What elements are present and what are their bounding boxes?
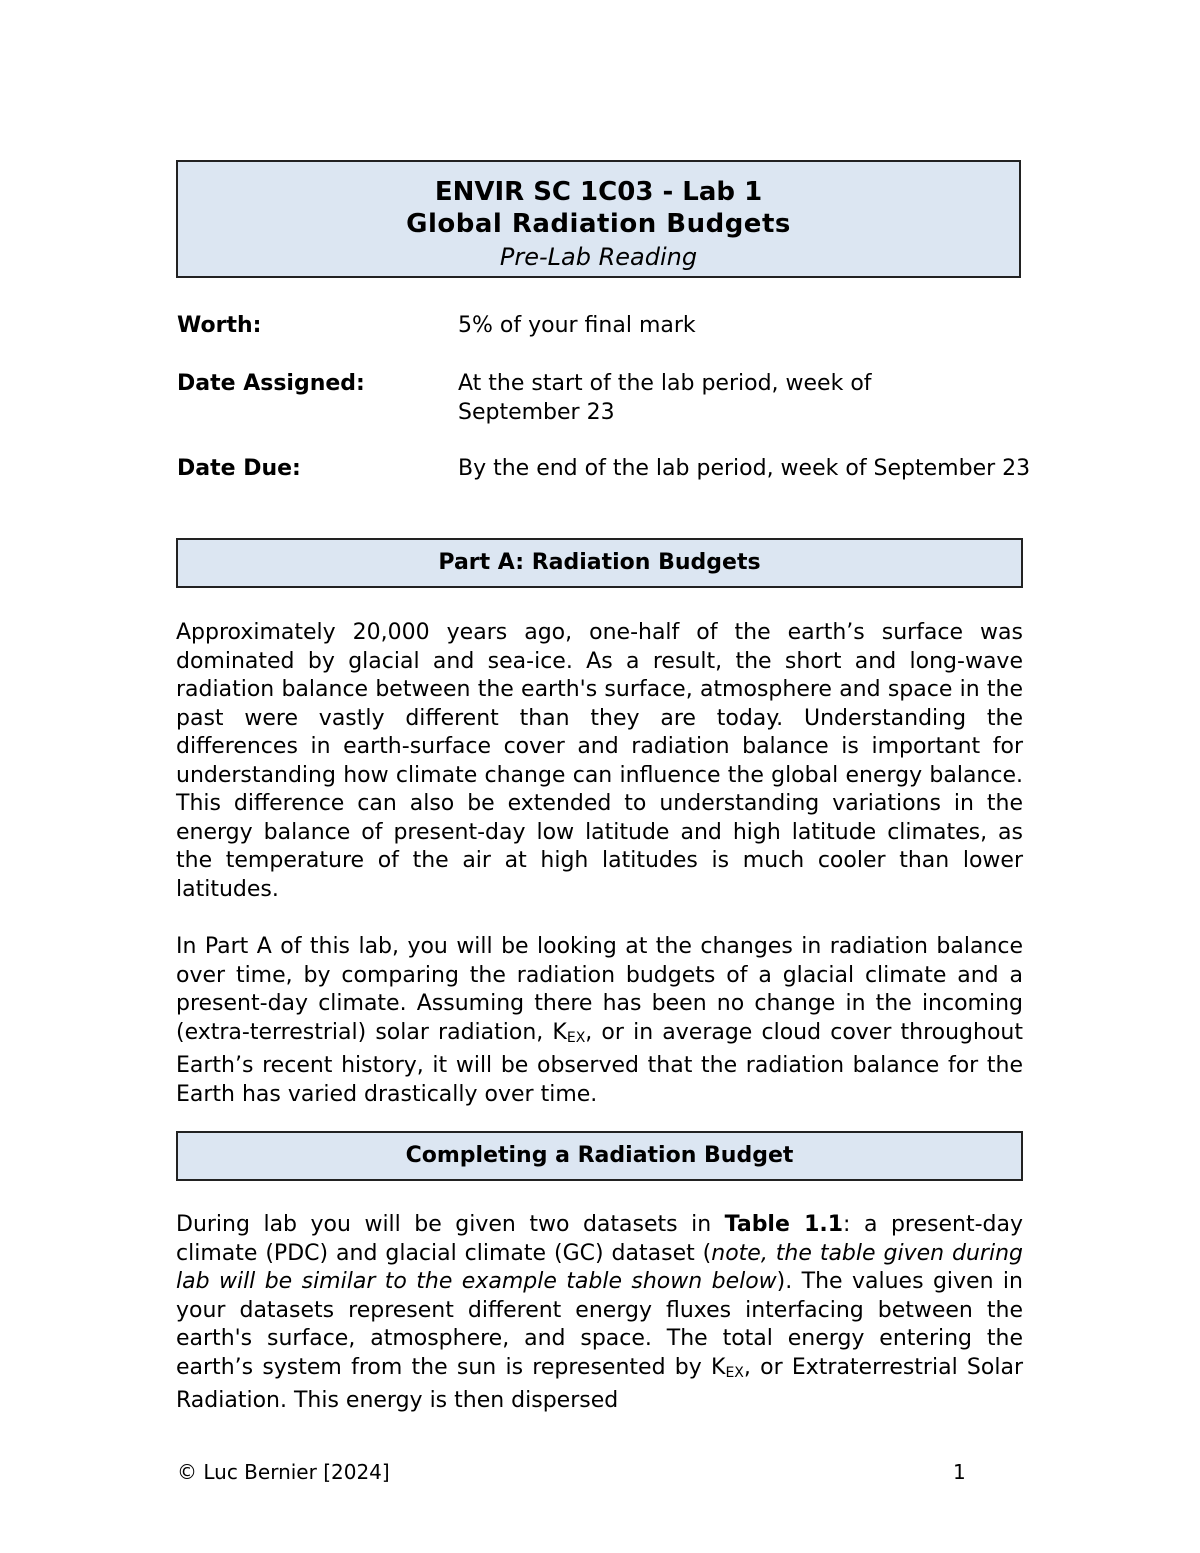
- section-heading-part-a: Part A: Radiation Budgets: [176, 538, 1023, 588]
- text-run: , or Extraterrestrial Solar Radiation. This energy is then dispersed: [176, 1354, 1023, 1413]
- part-a-paragraph-2: [176, 933, 1023, 1109]
- date-assigned-value: At the start of the lab period, week of September 23: [458, 371, 872, 425]
- subscript-ex: EX: [725, 1364, 744, 1381]
- completing-paragraph: [176, 1211, 1023, 1416]
- course-code: ENVIR SC 1C03 - Lab 1: [434, 177, 763, 207]
- section-heading-completing: Completing a Radiation Budget: [176, 1131, 1023, 1181]
- italic-note: note, the table given during lab will be similar to the example table shown below: [176, 1240, 1023, 1294]
- page-number: 1: [953, 1460, 966, 1484]
- date-due-label: Date Due:: [177, 456, 301, 481]
- worth-value: 5% of your final mark: [458, 313, 696, 338]
- footer-copyright: © Luc Bernier [2024]: [177, 1460, 390, 1484]
- text-run: During lab you will be given two datasets in: [176, 1212, 725, 1237]
- text-run: ). The values given in your datasets represent different energy fluxes interfacing between the earth's surface, atmosphere, and space. The total energy entering the earth’s system from the sun is represented by K: [176, 1269, 1023, 1380]
- part-a-paragraph-1: Approximately 20,000 years ago, one-half of the earth’s surface was dominated by glacial and sea-ice. As a result, the short and long-wave radiation balance between the earth's surface, atmosphere and space in the past were vastly different than they are today. Understanding the differences in earth-surface cover and radiation balance is important for understanding how climate change can influence the global energy balance. This difference can also be extended to understanding variations in the energy balance of present-day low latitude and high latitude climates, as the temperature of the air at high latitudes is much cooler than lower latitudes.: [176, 620, 1023, 902]
- date-assigned-label: Date Assigned:: [177, 371, 365, 396]
- document-title: Global Radiation Budgets: [406, 209, 791, 239]
- document-subtitle: Pre-Lab Reading: [499, 243, 698, 271]
- title-box: [176, 160, 1021, 278]
- subscript-ex: EX: [566, 1029, 586, 1046]
- date-due-value: By the end of the lab period, week of September 23: [458, 456, 1031, 481]
- text-run: In Part A of this lab, you will be looking at the changes in radiation balance over time, by comparing the radiation budgets of a glacial climate and a present-day climate. Assuming there has been no change in the incoming (extra-terrestrial) solar radiation, K: [176, 934, 1023, 1045]
- text-run: , or in average cloud cover throughout Earth’s recent history, it will be observed that the radiation balance for the Earth has varied drastically over time.: [176, 1019, 1023, 1107]
- table-reference: Table 1.1: [724, 1212, 844, 1237]
- text-run: : a present-day climate (PDC) and glacial climate (GC) dataset (: [176, 1212, 1023, 1266]
- worth-label: Worth:: [177, 313, 262, 338]
